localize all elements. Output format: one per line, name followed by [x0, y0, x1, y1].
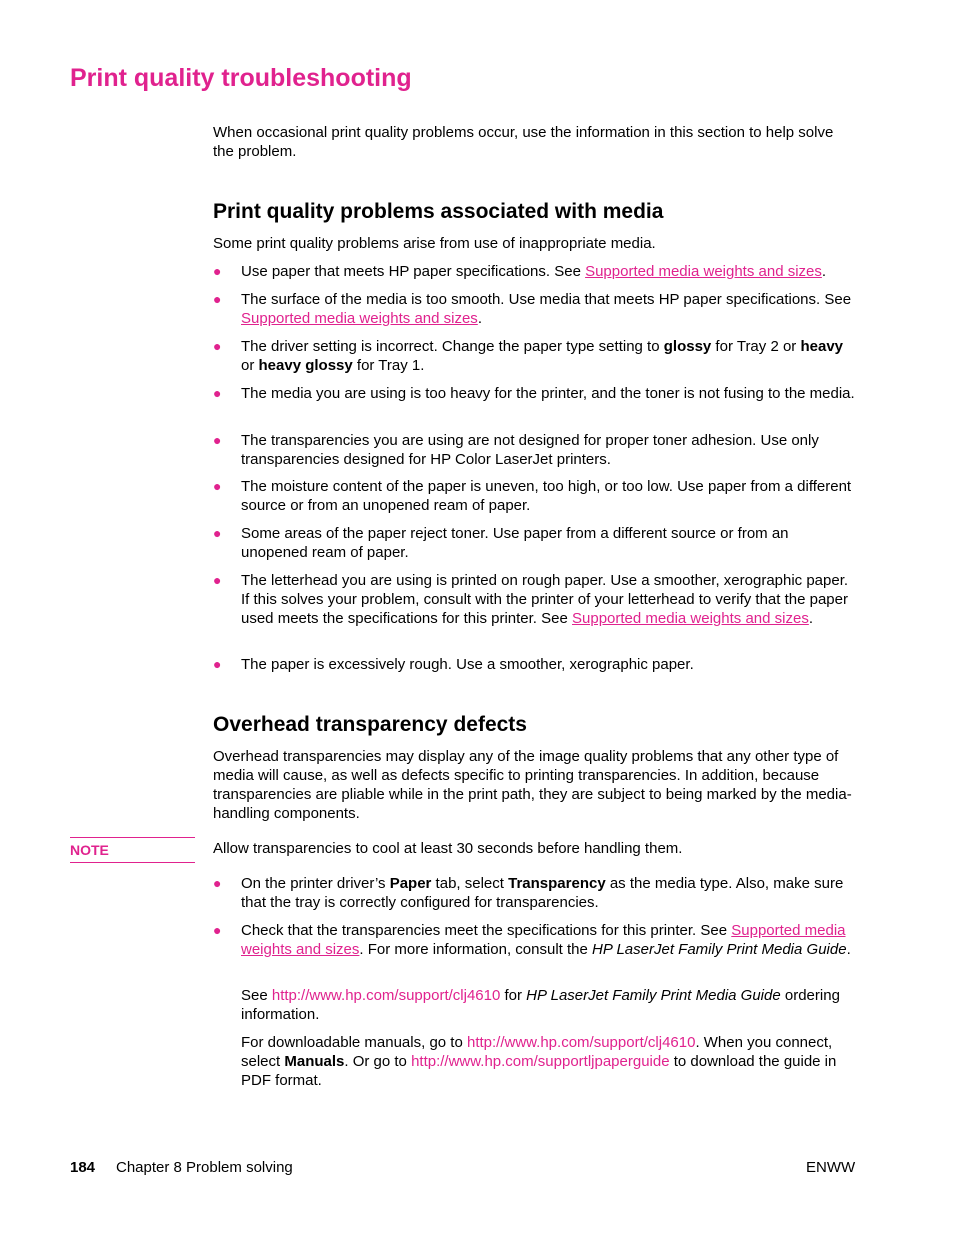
- list-item-text: [241, 337, 855, 375]
- text: Check that the transparencies meet the specifications for this printer. See: [241, 922, 732, 939]
- bullet-icon: ●: [213, 291, 222, 307]
- bullet-icon: ●: [213, 478, 222, 494]
- footer-right-label: ENWW: [806, 1159, 856, 1176]
- note-label: NOTE: [70, 842, 109, 858]
- note-label-box: [70, 837, 195, 863]
- text: as the media type. Also, make sure that the tray is correctly configured for transparencies.: [241, 875, 844, 911]
- list-item-text: The moisture content of the paper is uneven, too high, or too low. Use paper from a different source or from an unopened ream of paper.: [241, 478, 852, 514]
- text: See: [241, 987, 272, 1004]
- text: for Tray 2 or: [711, 338, 801, 355]
- supported-media-link[interactable]: Supported media weights and sizes: [572, 610, 809, 627]
- bold-text: heavy: [800, 338, 844, 355]
- text: tab, select: [431, 875, 509, 892]
- supported-media-link[interactable]: Supported media weights and sizes: [241, 922, 846, 958]
- text: Use paper that meets HP paper specifications. See: [241, 263, 586, 280]
- text: for Tray 1.: [352, 357, 425, 374]
- text: .: [821, 263, 827, 280]
- text: .: [477, 310, 482, 327]
- text: On the printer driver’s: [241, 875, 390, 892]
- text: The surface of the media is too smooth. Use media that meets HP paper specifications. See: [241, 291, 852, 308]
- downloads-paragraph: [241, 1033, 855, 1090]
- list-item-text: [241, 874, 855, 912]
- section-heading-media: Print quality problems associated with media: [213, 200, 664, 223]
- bullet-icon: ●: [213, 263, 222, 279]
- list-item-text: [241, 262, 855, 281]
- list-item-text: [241, 290, 855, 328]
- list-item-text: The paper is excessively rough. Use a smoother, xerographic paper.: [241, 656, 694, 673]
- bullet-icon: ●: [213, 875, 222, 891]
- bullet-icon: ●: [213, 385, 222, 401]
- italic-text: HP LaserJet Family Print Media Guide: [526, 987, 781, 1004]
- text: ordering information.: [241, 987, 840, 1023]
- bold-text: heavy glossy: [258, 357, 353, 374]
- list-item-text: Some areas of the paper reject toner. Use paper from a different source or from an unopened ream of paper.: [241, 525, 789, 561]
- text: . Or go to: [344, 1053, 412, 1070]
- text: The driver setting is incorrect. Change the paper type setting to: [241, 338, 664, 355]
- text: . When you connect, select: [241, 1034, 833, 1070]
- text: .: [808, 610, 813, 627]
- bullet-icon: ●: [213, 656, 222, 672]
- chapter-label: Chapter 8 Problem solving: [116, 1159, 293, 1176]
- text: .: [846, 941, 851, 958]
- intro-paragraph: When occasional print quality problems occur, use the information in this section to help solve the problem.: [213, 124, 834, 160]
- bold-text: Paper: [389, 875, 432, 892]
- list-item-text: [241, 921, 855, 959]
- list-item-text: [241, 571, 855, 628]
- note-text: Allow transparencies to cool at least 30 seconds before handling them.: [213, 840, 683, 857]
- support-url-link[interactable]: http://www.hp.com/support/clj4610: [466, 1034, 696, 1051]
- bullet-icon: ●: [213, 572, 222, 588]
- page-title: Print quality troubleshooting: [70, 64, 412, 92]
- supported-media-link[interactable]: Supported media weights and sizes: [585, 263, 822, 280]
- text: to download the guide in PDF format.: [241, 1053, 837, 1089]
- text: . For more information, consult the: [359, 941, 593, 958]
- support-url-link[interactable]: http://www.hp.com/support/clj4610: [271, 987, 501, 1004]
- section-heading-overhead: Overhead transparency defects: [213, 713, 527, 736]
- media-lead-paragraph: Some print quality problems arise from use of inappropriate media.: [213, 235, 656, 252]
- page-number: 184: [70, 1159, 96, 1176]
- paperguide-url-link[interactable]: http://www.hp.com/supportljpaperguide: [411, 1053, 670, 1070]
- italic-text: HP LaserJet Family Print Media Guide: [592, 941, 847, 958]
- bullet-icon: ●: [213, 525, 222, 541]
- bullet-icon: ●: [213, 432, 222, 448]
- bold-text: glossy: [663, 338, 712, 355]
- bold-text: Transparency: [508, 875, 606, 892]
- ordering-info-paragraph: [241, 986, 855, 1024]
- bullet-icon: ●: [213, 922, 222, 938]
- list-item-text: The media you are using is too heavy for the printer, and the toner is not fusing to the media.: [241, 385, 855, 402]
- list-item-text: The transparencies you are using are not designed for proper toner adhesion. Use only transparencies designed for HP Color LaserJet printers.: [241, 432, 819, 468]
- text: or: [241, 357, 259, 374]
- text: for: [500, 987, 527, 1004]
- bold-text: Manuals: [284, 1053, 345, 1070]
- bullet-icon: ●: [213, 338, 222, 354]
- supported-media-link[interactable]: Supported media weights and sizes: [241, 310, 478, 327]
- text: The letterhead you are using is printed on rough paper. Use a smoother, xerographic paper. If this solves your problem, consult with the printer of your letterhead to verify that the paper used meets the specifications for this printer. See: [241, 572, 849, 627]
- text: For downloadable manuals, go to: [241, 1034, 467, 1051]
- overhead-lead-paragraph: Overhead transparencies may display any of the image quality problems that any other type of media will cause, as well as defects specific to printing transparencies. In addition, because transparencies are pliable while in the print path, they are subject to being marked by the media-handling components.: [213, 748, 852, 822]
